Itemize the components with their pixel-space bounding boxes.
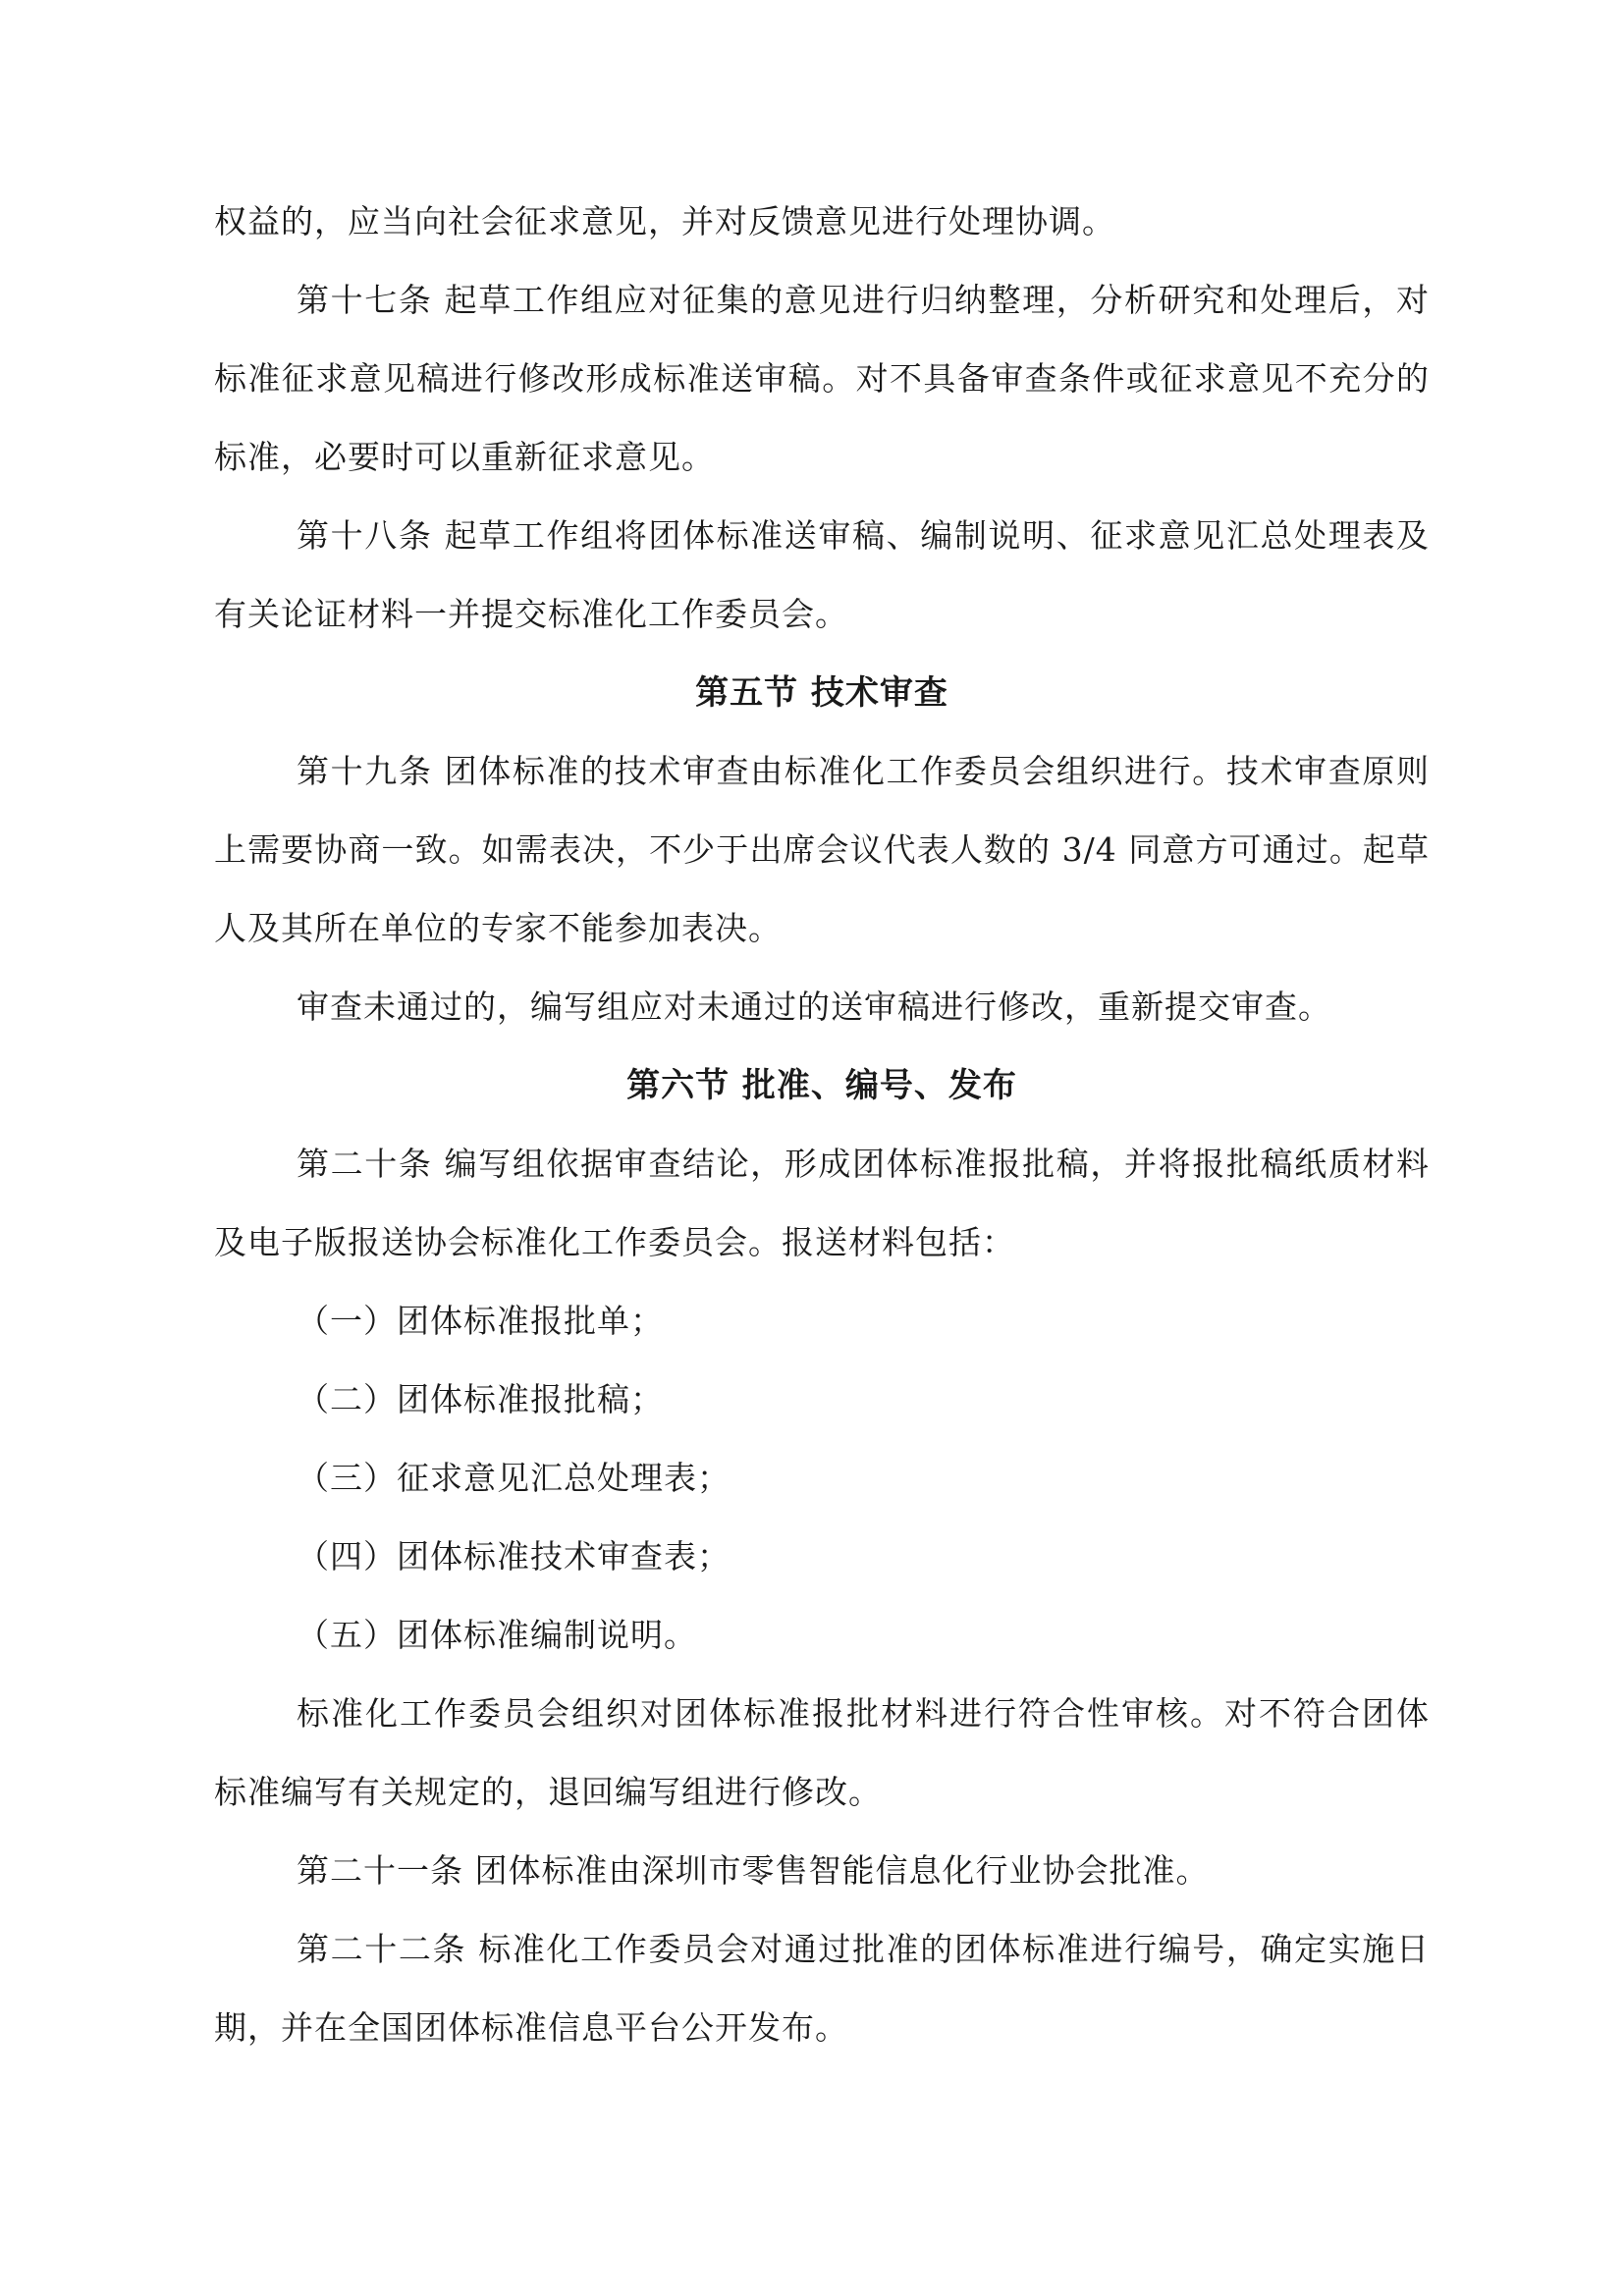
article-22: 第二十二条 标准化工作委员会对通过批准的团体标准进行编号，确定实施日期，并在全国团体标准信息平台公开发布。 bbox=[214, 1930, 1430, 2047]
article-17: 第十七条 起草工作组应对征集的意见进行归纳整理，分析研究和处理后，对标准征求意见稿进行修改形成标准送审稿。对不具备审查条件或征求意见不充分的标准，必要时可以重新征求意见。 bbox=[214, 281, 1430, 476]
list-item: （五）团体标准编制说明。 bbox=[297, 1616, 697, 1654]
list-item: （一）团体标准报批单； bbox=[297, 1302, 664, 1340]
list-item: （二）团体标准报批稿； bbox=[297, 1380, 664, 1418]
list-item: （四）团体标准技术审查表； bbox=[297, 1537, 731, 1575]
article-20: 第二十条 编写组依据审查结论，形成团体标准报批稿，并将报批稿纸质材料及电子版报送协会标准化工作委员会。报送材料包括： bbox=[214, 1145, 1430, 1261]
article-21: 第二十一条 团体标准由深圳市零售智能信息化行业协会批准。 bbox=[297, 1851, 1210, 1890]
review-fail-paragraph: 审查未通过的，编写组应对未通过的送审稿进行修改，重新提交审查。 bbox=[297, 988, 1331, 1026]
document-body bbox=[214, 183, 1430, 2067]
article-18: 第十八条 起草工作组将团体标准送审稿、编制说明、征求意见汇总处理表及有关论证材料一并提交标准化工作委员会。 bbox=[214, 516, 1430, 633]
section-6-heading: 第六节 批准、编号、发布 bbox=[626, 1066, 1017, 1105]
compliance-paragraph: 标准化工作委员会组织对团体标准报批材料进行符合性审核。对不符合团体标准编写有关规定的，退回编写组进行修改。 bbox=[214, 1694, 1430, 1811]
paragraph-continuation: 权益的，应当向社会征求意见，并对反馈意见进行处理协调。 bbox=[214, 202, 1115, 240]
list-item: （三）征求意见汇总处理表； bbox=[297, 1459, 731, 1497]
section-5-heading: 第五节 技术审查 bbox=[695, 673, 948, 713]
article-19: 第十九条 团体标准的技术审查由标准化工作委员会组织进行。技术审查原则上需要协商一致。如需表决，不少于出席会议代表人数的 3/4 同意方可通过。起草人及其所在单位的专家不能参加表决。 bbox=[214, 752, 1430, 947]
